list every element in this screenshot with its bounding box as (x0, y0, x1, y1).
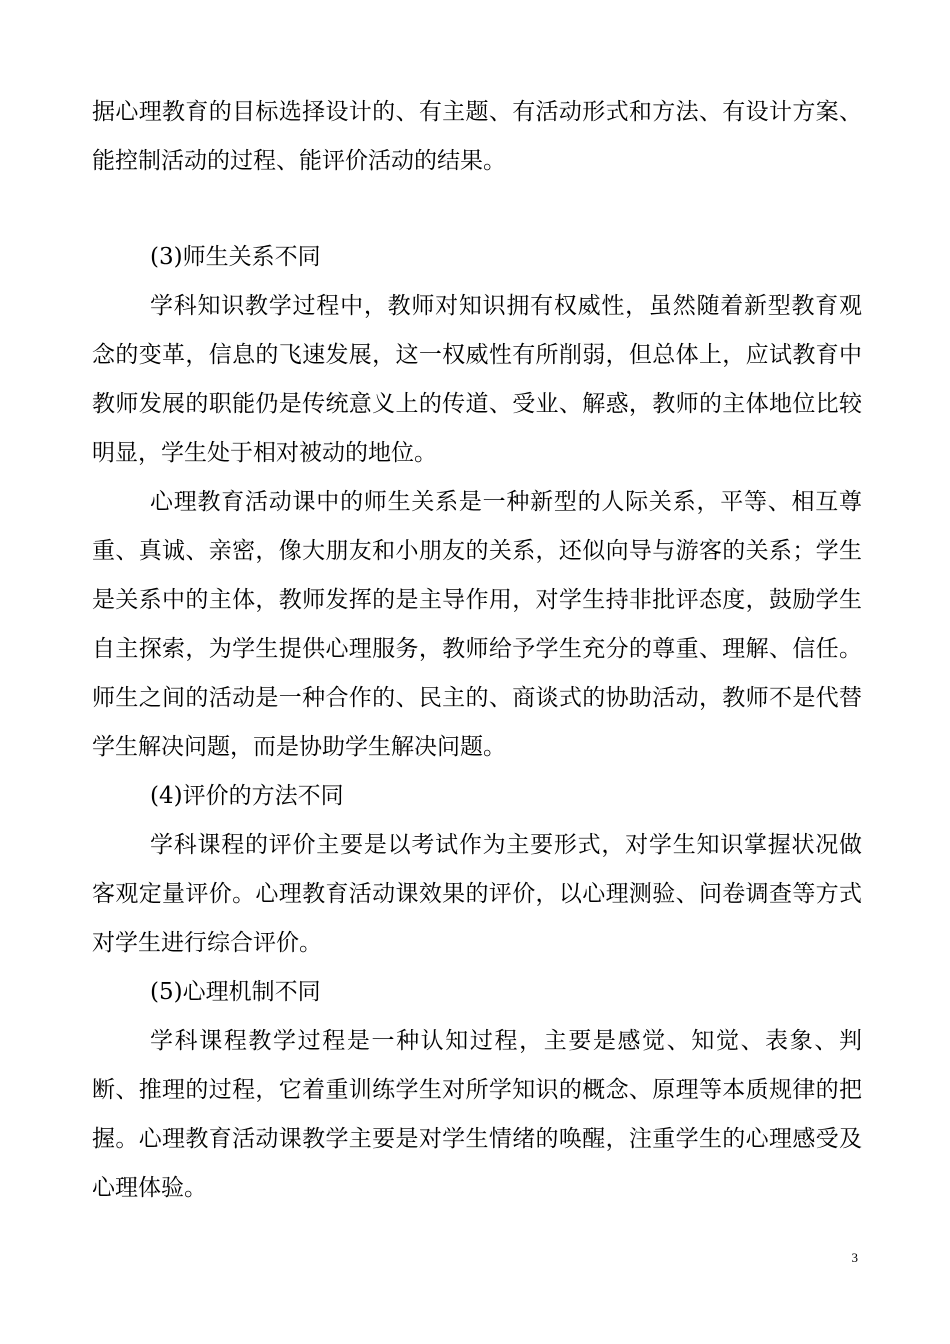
paragraph-mechanism: 学科课程教学过程是一种认知过程，主要是感觉、知觉、表象、判断、推理的过程，它着重训练学生对所学知识的概念、原理等本质规律的把握。心理教育活动课教学主要是对学生情绪的唤醒，注重学生的心理感受及心理体验。 (92, 1028, 862, 1201)
paragraph-activity-relationship: 心理教育活动课中的师生关系是一种新型的人际关系，平等、相互尊重、真诚、亲密，像大朋友和小朋友的关系，还似向导与游客的关系；学生是关系中的主体，教师发挥的是主导作用，对学生持非批评态度，鼓励学生自主探索，为学生提供心理服务，教师给予学生充分的尊重、理解、信任。师生之间的活动是一种合作的、民主的、商谈式的协助活动，教师不是代替学生解决问题，而是协助学生解决问题。 (92, 489, 862, 760)
paragraph-subject-teaching: 学科知识教学过程中，教师对知识拥有权威性，虽然随着新型教育观念的变革，信息的飞速发展，这一权威性有所削弱，但总体上，应试教育中教师发展的职能仍是传统意义上的传道、受业、解惑，教师的主体地位比较明显，学生处于相对被动的地位。 (92, 293, 862, 466)
document-body (92, 88, 862, 1213)
paragraph-continuation: 据心理教育的目标选择设计的、有主题、有活动形式和方法、有设计方案、能控制活动的过程、能评价活动的结果。 (92, 99, 862, 174)
section-heading-evaluation-methods: (4)评价的方法不同 (150, 783, 344, 809)
page-number: 3 (851, 1250, 858, 1265)
section-heading-psychological-mechanism: (5)心理机制不同 (150, 979, 321, 1005)
section-heading-teacher-student-relationship: (3)师生关系不同 (150, 244, 321, 270)
paragraph-evaluation: 学科课程的评价主要是以考试作为主要形式，对学生知识掌握状况做客观定量评价。心理教育活动课效果的评价，以心理测验、问卷调查等方式对学生进行综合评价。 (92, 832, 862, 956)
